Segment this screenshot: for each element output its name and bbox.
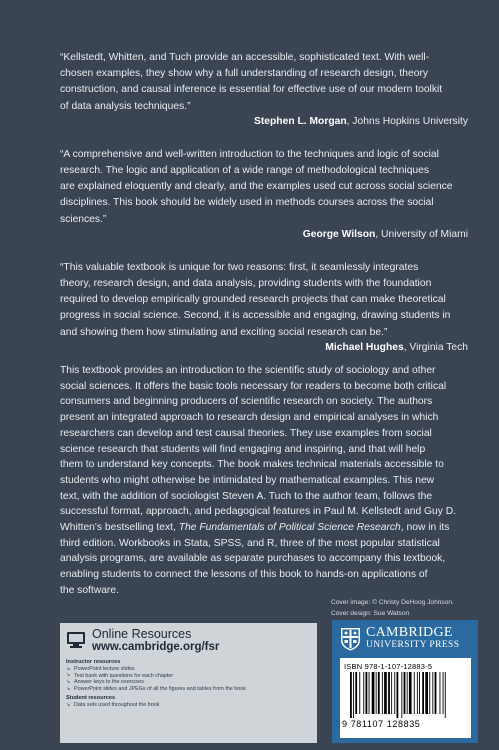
endorsement-wilson	[48, 147, 468, 242]
quote-attribution	[60, 115, 468, 129]
resource-item	[66, 666, 311, 673]
quote-line: theory, research design, and data analysis, providing students with the foundation	[60, 278, 432, 290]
barcode-bar	[419, 672, 420, 714]
barcode-bar	[425, 672, 428, 714]
description-line: text, with the addition of sociologist Steven A. Tuch to the author team, follows the	[60, 490, 433, 502]
resource-item	[66, 702, 311, 709]
barcode-bar	[388, 672, 390, 714]
description-line: consumers and beginning producers of scientific research on society. The authors	[60, 396, 433, 408]
description-line: social sciences. It offers the basic tools necessary for readers to become both critical	[60, 380, 447, 392]
barcode-bar	[355, 672, 357, 714]
quote-line: research. The logic and application of a wide range of methodological techniques	[60, 165, 430, 177]
crest-icon	[340, 627, 361, 651]
description-text: Whitten's bestselling text,	[60, 522, 179, 534]
endorsement-hughes	[48, 260, 468, 355]
barcode-bar	[363, 672, 364, 714]
resources-url[interactable]: www.cambridge.org/fsr	[92, 641, 220, 653]
quote-line: of data analysis techniques.”	[60, 100, 191, 112]
resource-item-label: Data sets used throughout the book	[74, 702, 160, 709]
endorsements	[48, 50, 468, 373]
description-line: present an integrated approach to research design and empirical analyses in which	[60, 412, 439, 424]
barcode-digits: 9 781107 128835	[342, 719, 421, 729]
resource-item	[66, 679, 311, 686]
quote-line: progress in social science. Second, it is accessible and engaging, drawing students in	[60, 310, 451, 322]
resource-item	[66, 686, 311, 693]
student-resources	[60, 695, 317, 709]
barcode-bar	[366, 672, 368, 714]
resource-item-label: Answer keys to the exercises	[74, 679, 144, 686]
online-resources-title: Online Resources	[92, 627, 192, 641]
quote-text	[60, 147, 468, 228]
quote-line: “This valuable textbook is unique for two reasons: first, it seamlessly integrates	[60, 261, 419, 273]
quote-affiliation: , Johns Hopkins University	[346, 115, 468, 127]
quote-line: chosen examples, they show why a full understanding of research design, theory	[60, 68, 429, 80]
description-line: analysis programs, are available as separate purchases to accompany this textbook,	[60, 553, 446, 565]
description-line: successful format, approach, and pedagogical features in Paul M. Kellstedt and Guy D.	[60, 506, 457, 518]
quote-line: and showing them how stimulating and exciting social research can be.”	[60, 326, 388, 338]
arrow-icon: ↘	[66, 685, 71, 692]
barcode-bar	[391, 672, 392, 714]
endorsement-morgan	[48, 50, 468, 129]
quote-line: “A comprehensive and well-written introduction to the techniques and logic of social	[60, 148, 439, 160]
publisher-panel	[332, 620, 478, 743]
barcode-bar	[443, 672, 444, 714]
barcode-bar	[401, 672, 402, 718]
barcode-bar	[369, 672, 370, 714]
book-description	[60, 363, 470, 599]
resource-item-label: PowerPoint lecture slides	[74, 666, 135, 672]
quote-author: George Wilson	[302, 228, 376, 240]
monitor-icon	[66, 630, 86, 650]
quote-affiliation: , University of Miami	[375, 228, 468, 240]
resource-item-label: PowerPoint slides and JPEGs of all the figures and tables from the book	[74, 685, 246, 692]
description-line: This textbook provides an introduction to the scientific study of sociology and other	[60, 365, 436, 376]
publisher-logo	[332, 620, 478, 651]
barcode-bar	[359, 672, 360, 714]
arrow-icon: ↘	[66, 702, 71, 709]
quote-attribution	[60, 341, 468, 355]
quote-affiliation: , Virginia Tech	[403, 341, 468, 353]
barcode-bar	[394, 672, 395, 714]
resource-item-label: Test bank with questions for each chapter	[74, 672, 174, 679]
barcode-bar	[432, 672, 433, 714]
barcode-bar	[440, 672, 441, 714]
quote-author: Stephen L. Morgan	[253, 115, 347, 127]
description-line: the software.	[60, 584, 119, 596]
barcode-bar	[353, 672, 354, 718]
description-line: third edition. Workbooks in Stata, SPSS, and R, three of the most popular statistical	[60, 537, 440, 549]
barcode-bar	[407, 672, 408, 714]
barcode-bar	[417, 672, 418, 714]
barcode-bar	[404, 672, 406, 714]
quote-line: sciences.”	[60, 213, 107, 225]
description-text: , now in its	[400, 522, 450, 534]
quote-attribution	[60, 228, 468, 242]
barcode-bar	[350, 672, 352, 718]
quote-text	[60, 50, 468, 115]
quote-line: construction, and causal inference is essential for effective use of our modern toolkit	[60, 84, 443, 96]
quote-line: are explained eloquently and clearly, and the examples used cut across social science	[60, 181, 453, 193]
description-line: students who might otherwise be intimidated by mathematical examples. This new	[60, 474, 435, 486]
cover-image-credit: Cover image: © Christy DeHoog Johnson.	[331, 599, 454, 606]
barcode-bar	[445, 672, 446, 718]
description-line: researchers can develop and test causal theories. They use examples from social	[60, 427, 432, 439]
publisher-name: CAMBRIDGE	[366, 625, 453, 640]
quote-line: disciplines. This book should be widely used in methods courses across the social	[60, 197, 434, 209]
barcode-bar	[384, 672, 387, 714]
arrow-icon: ↘	[66, 672, 71, 679]
barcode-bar	[414, 672, 415, 714]
barcode-bar	[435, 672, 437, 714]
cover-design-credit: Cover design: Sue Watson	[331, 610, 410, 617]
description-line: science research that students will find engaging and inspiring, and that will help	[60, 443, 426, 455]
quote-line: required to develop empirically grounded research projects that can make theoretical	[60, 294, 446, 306]
barcode-bar	[429, 672, 430, 714]
isbn-label: ISBN 978-1-107-12883-5	[344, 662, 433, 671]
barcode-bar	[376, 672, 377, 714]
arrow-icon: ↘	[66, 678, 71, 685]
online-resources-box	[60, 623, 317, 743]
barcode-bar	[422, 672, 424, 714]
barcode-bar	[409, 672, 412, 714]
description-line: enabling students to connect the lessons of this book to hands-on applications of	[60, 569, 428, 581]
barcode	[344, 672, 467, 718]
quote-author: Michael Hughes	[325, 341, 404, 353]
description-line: them to understand key concepts. The book makes technical materials accessible to	[60, 459, 444, 471]
online-resources-header	[60, 623, 317, 656]
resource-item	[66, 673, 311, 680]
barcode-bar	[378, 672, 380, 714]
description-line	[60, 520, 470, 536]
referenced-book-title: The Fundamentals of Political Science Research	[178, 522, 401, 534]
cover-credits	[331, 597, 454, 619]
instructor-resources	[60, 659, 317, 692]
barcode-box	[340, 658, 471, 738]
quote-text	[60, 260, 468, 341]
arrow-icon: ↘	[66, 665, 71, 672]
barcode-bar	[372, 672, 375, 714]
instructor-resources-title: Instructor resources	[66, 659, 121, 665]
barcode-bar	[397, 672, 399, 718]
publisher-press: UNIVERSITY PRESS	[366, 640, 460, 650]
quote-line: “Kellstedt, Whitten, and Tuch provide an accessible, sophisticated text. With well-	[60, 52, 430, 63]
barcode-bar	[382, 672, 383, 714]
student-resources-title: Student resources	[66, 695, 116, 702]
